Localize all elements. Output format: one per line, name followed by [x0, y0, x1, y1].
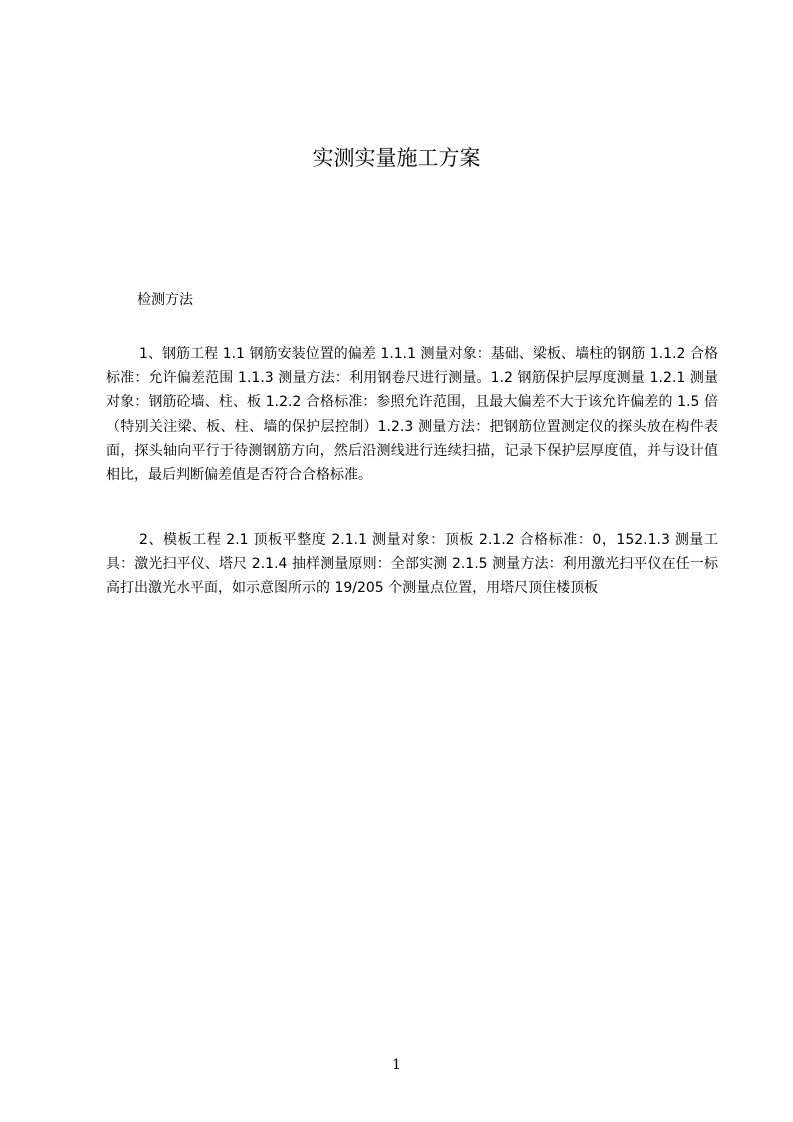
paragraph-rebar-engineering: 1、钢筋工程 1.1 钢筋安装位置的偏差 1.1.1 测量对象：基础、梁板、墙柱的钢筋 1.1.2 合格标准：允许偏差范围 1.1.3 测量方法：利用钢卷尺进行测量。1.2 钢筋保护层厚度测量 1.2.1 测量对象：钢筋砼墙、柱、板 1.2.2 合格标准：参照允许范围，且最大偏差不大于该允许偏差的 1.5 倍（特别关注梁、板、柱、墙的保护层控制）1.2.3 测量方法：把钢筋位置测定仪的探头放在构件表面，探头轴向平行于待测钢筋方向，然后沿测线进行连续扫描，记录下保护层厚度值，并与设计值相比，最后判断偏差值是否符合合格标准。 [106, 346, 718, 484]
section-heading: 检测方法 [137, 292, 193, 308]
paragraph-formwork-engineering: 2、模板工程 2.1 顶板平整度 2.1.1 测量对象：顶板 2.1.2 合格标准：0，152.1.3 测量工具：激光扫平仪、塔尺 2.1.4 抽样测量原则：全部实测 2.1.5 测量方法：利用激光扫平仪在任一标高打出激光水平面，如示意图所示的 19/205 个测量点位置，用塔尺顶住楼顶板 [106, 532, 718, 597]
document-title: 实测实量施工方案 [312, 146, 481, 170]
page-number: 1 [392, 1057, 401, 1073]
